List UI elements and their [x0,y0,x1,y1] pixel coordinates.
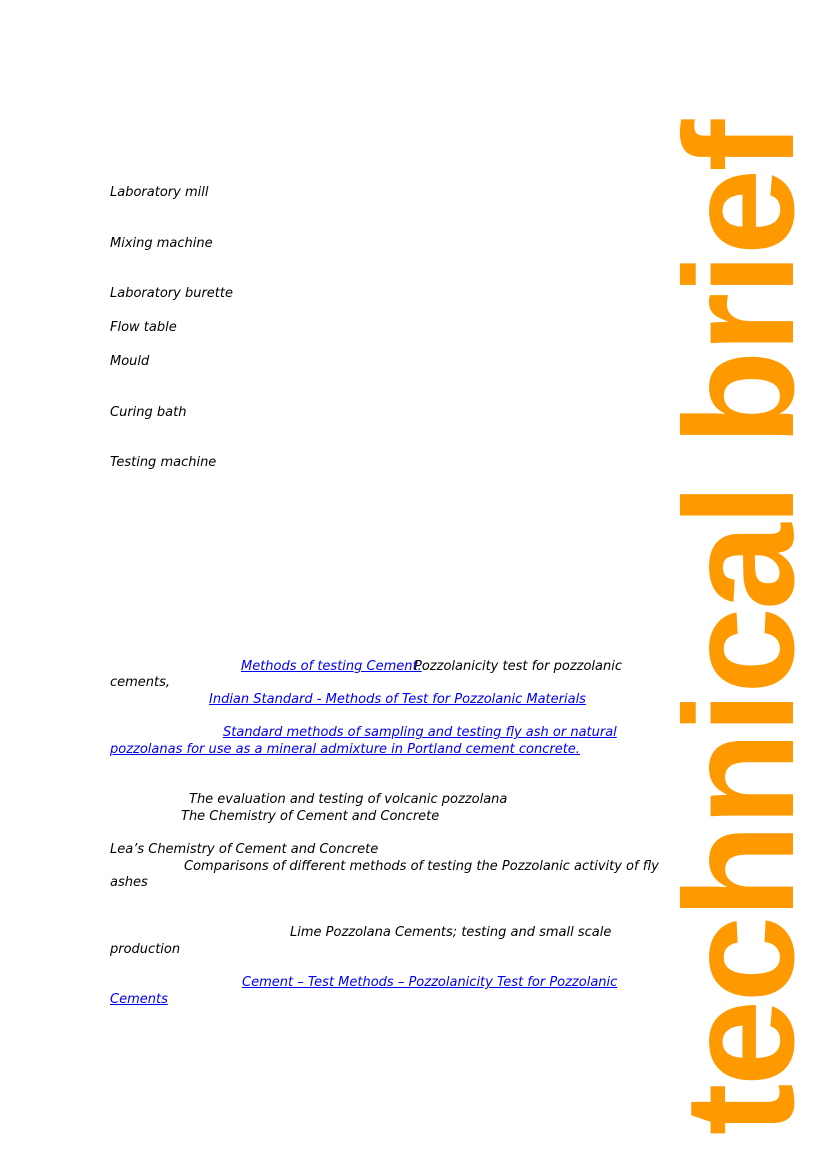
reference-text-cements: cements, [110,675,171,690]
reference-link-cement-test-methods-line2[interactable]: Cements [110,992,168,1007]
reference-text-lime-pozzolana-line1: Lime Pozzolana Cements; testing and small scale [290,925,612,940]
reference-text-pozzolanicity-test: Pozzolanicity test for pozzolanic [414,659,622,674]
technical-brief-banner: technical brief [653,122,827,1136]
reference-link-standard-methods-line2[interactable]: pozzolanas for use as a mineral admixture in Portland cement concrete. [110,742,580,757]
reference-text-leas-chemistry: Lea’s Chemistry of Cement and Concrete [110,842,379,857]
reference-link-methods-of-testing-cement[interactable]: Methods of testing Cement. [241,659,422,674]
equipment-curing-bath: Curing bath [110,405,187,420]
equipment-testing-machine: Testing machine [110,455,217,470]
reference-link-cement-test-methods-line1[interactable]: Cement – Test Methods – Pozzolanicity Test for Pozzolanic [242,975,618,990]
reference-text-comparisons-line1: Comparisons of different methods of testing the Pozzolanic activity of fly [184,859,659,874]
equipment-mixing-machine: Mixing machine [110,236,213,251]
reference-text-volcanic-pozzolana: The evaluation and testing of volcanic pozzolana [189,792,508,807]
reference-text-comparisons-line2: ashes [110,875,148,890]
reference-link-indian-standard[interactable]: Indian Standard - Methods of Test for Pozzolanic Materials [209,692,586,707]
equipment-mould: Mould [110,354,150,369]
reference-text-lime-pozzolana-line2: production [110,942,181,957]
reference-text-chemistry-of-cement: The Chemistry of Cement and Concrete [181,809,440,824]
equipment-flow-table: Flow table [110,320,177,335]
reference-link-standard-methods-line1[interactable]: Standard methods of sampling and testing fly ash or natural [223,725,617,740]
equipment-laboratory-burette: Laboratory burette [110,286,233,301]
equipment-laboratory-mill: Laboratory mill [110,185,209,200]
